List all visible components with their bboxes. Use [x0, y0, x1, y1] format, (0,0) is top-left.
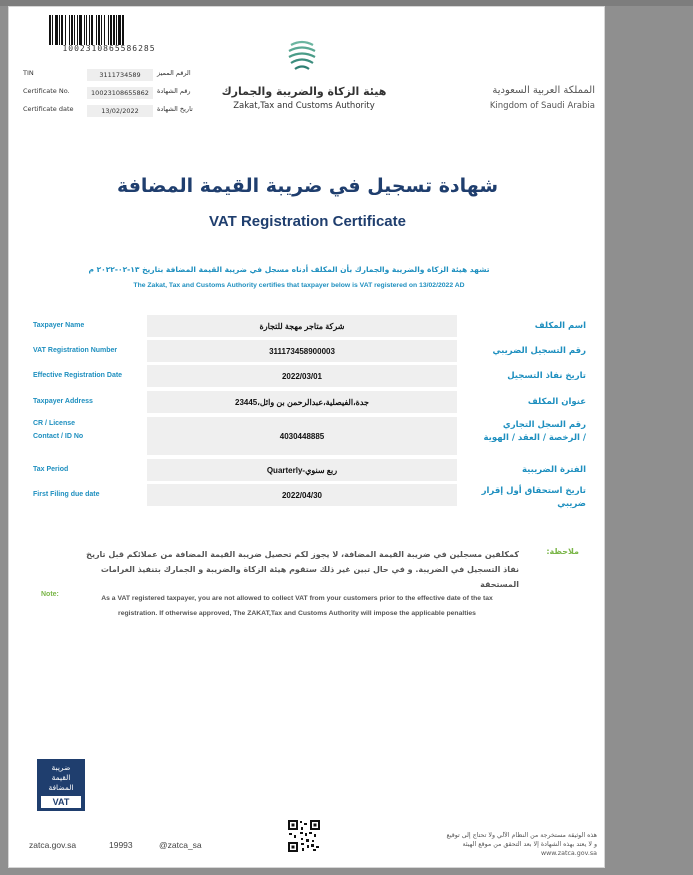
row-label-en: Taxpayer Name [33, 322, 85, 329]
row-value: 2022/04/30 [147, 484, 457, 506]
row-label-en: First Filing due date [33, 491, 100, 498]
row-label-en: VAT Registration Number [33, 347, 118, 354]
footer-disclaimer-url: www.zatca.gov.sa [540, 850, 597, 857]
meta-value: 10023108655862 [87, 87, 153, 99]
meta-label-en: Certificate No. [23, 87, 70, 95]
zatca-logo-icon [285, 37, 319, 77]
vat-badge-line: المضافة [48, 783, 74, 792]
row-value: شركة متاجر مهجة للتجارة [147, 315, 457, 337]
intro-text-en: The Zakat, Tax and Customs Authority certifies that taxpayer below is VAT registered on 13/02/2022 AD [133, 282, 465, 289]
row-label-ar [471, 419, 586, 445]
footer-disclaimer-line: و لا يعتد بهذه الشهادة إلا بعد التحقق من موقع الهيئة [462, 841, 597, 848]
qr-code-icon [287, 819, 321, 853]
row-label-ar: رقم التسجيل الضريبي [492, 346, 586, 356]
certificate-page [8, 6, 605, 868]
barcode-bars [49, 15, 169, 45]
note-text-en: As a VAT registered taxpayer, you are not allowed to collect VAT from your customers prior to the effective date of the tax registration. If otherwise approved, The ZAKAT,Tax and Customs Authority will impose the applicable penalties [101, 595, 493, 617]
row-label-en [33, 417, 143, 443]
barcode-number: 1002310865586285 [62, 44, 156, 53]
row-label-ar: اسم المكلف [534, 321, 586, 331]
footer-website: zatca.gov.sa [29, 840, 77, 850]
row-label-ar: عنوان المكلف [527, 397, 586, 407]
row-value: Quarterly-ربع سنوي [147, 459, 457, 481]
title-ar: شهادة تسجيل في ضريبة القيمة المضافة [116, 175, 499, 197]
kingdom-name-en: Kingdom of Saudi Arabia [489, 101, 595, 111]
barcode [49, 15, 169, 53]
meta-label-en: Certificate date [23, 105, 74, 113]
note-label-ar: ملاحظة: [546, 547, 579, 556]
row-label-ar-line1: تاريخ استحقاق أول إقرار [481, 486, 586, 496]
footer-phone: 19993 [109, 840, 133, 850]
authority-name-en: Zakat,Tax and Customs Authority [233, 101, 375, 111]
authority-name-ar: هيئة الزكاة والضريبة والجمارك [221, 85, 387, 98]
vat-badge-logo [37, 759, 85, 811]
intro-text-ar: تشهد هيئة الزكاة والضريبة والجمارك بأن المكلف أدناه مسجل في ضريبة القيمة المضافة بتاريخ ١٣-٠٢-٢٠٢٢ م [88, 265, 490, 274]
note-label-en: Note: [41, 591, 59, 598]
footer-disclaimer-line: هذه الوثيقة مستخرجة من النظام الآلي ولا تحتاج إلى توقيع [446, 832, 597, 839]
meta-label-en: TIN [23, 69, 34, 77]
kingdom-name-ar: المملكة العربية السعودية [492, 85, 595, 96]
footer-handle: @zatca_sa [159, 840, 202, 850]
meta-label-ar: تاريخ الشهادة [157, 105, 193, 113]
meta-label-ar: رقم الشهادة [157, 87, 191, 95]
row-value: جدة،الفيصلية،عبدالرحمن بن وائل،23445 [147, 391, 457, 413]
row-value: 311173458900003 [147, 340, 457, 362]
meta-label-ar: الرقم المميز [157, 69, 191, 77]
row-label-en-line1: CR / License [33, 420, 76, 427]
footer-disclaimer [369, 831, 597, 858]
row-label-en: Taxpayer Address [33, 398, 93, 405]
barcode-bar [124, 15, 125, 45]
row-label-en-line2: Contact / ID No [33, 433, 84, 440]
note-text-ar: كمكلفين مسجلين في ضريبة القيمة المضافة، لا يجوز لكم تحصيل ضريبة القيمة المضافة من عملائكم قبل تاريخ نفاذ التسجيل في الضريبة. و في حال تبين غير ذلك ستقوم هيئة الزكاة والضريبة و الجمارك بتنفيذ الغرامات المستحقة [86, 550, 519, 589]
vat-badge-line: القيمة [51, 773, 71, 782]
row-value: 2022/03/01 [147, 365, 457, 387]
row-label-ar: تاريخ نفاذ التسجيل [507, 371, 586, 381]
vat-badge-line: ضريبة [51, 763, 71, 772]
row-label-ar [471, 485, 586, 511]
row-label-en: Tax Period [33, 466, 69, 473]
row-value: 4030448885 [147, 417, 457, 455]
vat-badge-tag: VAT [41, 796, 81, 808]
meta-value: 13/02/2022 [87, 105, 153, 117]
row-label-ar-line2: ضريبي [557, 499, 586, 509]
title-en: VAT Registration Certificate [209, 213, 406, 230]
row-label-ar: الفترة الضريبية [521, 465, 586, 475]
row-label-ar-line1: رقم السجل التجاري [502, 420, 586, 430]
row-label-ar-line2: / الرخصة / العقد / الهوية [483, 433, 586, 443]
meta-value: 3111734589 [87, 69, 153, 81]
row-label-en: Effective Registration Date [33, 372, 123, 379]
